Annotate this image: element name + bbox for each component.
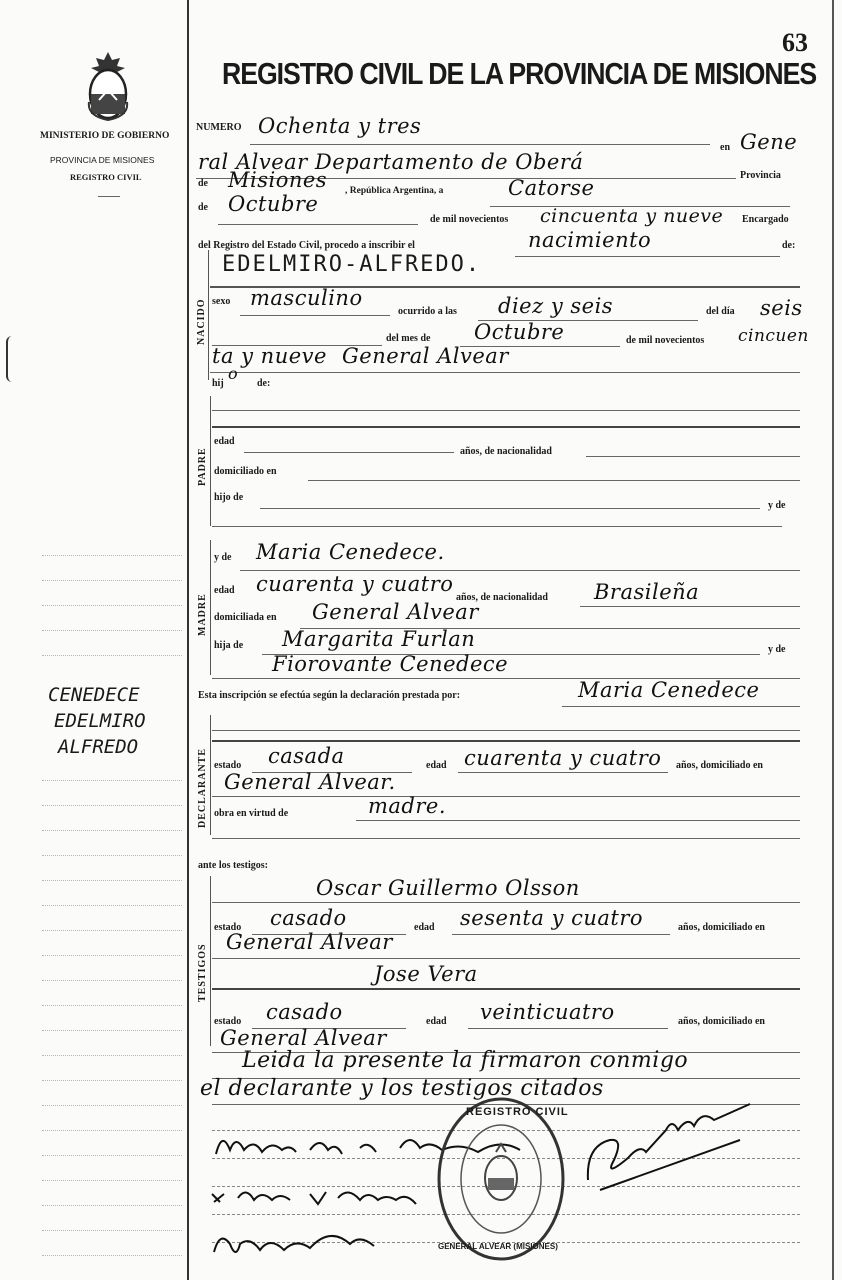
place-part-1: Gene — [740, 130, 798, 154]
label-en: en — [720, 142, 730, 153]
label-domicilio: años, domiciliado en — [676, 760, 763, 771]
office-label: REGISTRO CIVIL — [70, 172, 142, 182]
stamp-text-bottom: GENERAL ALVEAR (MISIONES) — [438, 1242, 558, 1251]
margin-divider — [187, 0, 189, 1280]
mes-value: Octubre — [474, 320, 565, 344]
place-part-2: ral Alvear Departamento de Oberá — [198, 150, 584, 174]
label-de: de — [198, 202, 208, 213]
label-nacionalidad: años, de nacionalidad — [456, 592, 548, 603]
madre-domicilio: General Alvear — [312, 600, 479, 624]
testigo-1-estado: casado — [270, 906, 347, 930]
hora-value: diez y seis — [498, 294, 614, 318]
month-value: Octubre — [228, 192, 319, 216]
ministry-label: MINISTERIO DE GOBIERNO — [40, 131, 170, 141]
province-label: PROVINCIA DE MISIONES — [50, 155, 155, 165]
sexo-value: masculino — [250, 286, 363, 310]
label-numero: NUMERO — [196, 122, 242, 133]
label-domicilio: años, domiciliado en — [678, 1016, 765, 1027]
label-encargado: Encargado — [742, 214, 789, 225]
label-edad: edad — [214, 436, 235, 447]
margin-note-line: CENEDECE — [48, 684, 140, 706]
label-year: de mil novecientos — [430, 214, 509, 225]
testigo-2-name: Jose Vera — [374, 962, 478, 986]
margin-note-line: ALFREDO — [58, 736, 139, 758]
year-value: cincuenta y nueve — [540, 205, 724, 227]
madre-nacionalidad: Brasileña — [594, 580, 700, 604]
label-dia: del día — [706, 306, 735, 317]
label-edad: edad — [414, 922, 435, 933]
section-madre-label: MADRE — [197, 593, 208, 636]
year-value-part-1: cincuen — [738, 326, 809, 346]
closing-line-2: el declarante y los testigos citados — [200, 1076, 604, 1101]
label-ante-testigos: ante los testigos: — [198, 860, 268, 871]
numero-value: Ochenta y tres — [258, 114, 422, 138]
madre-edad: cuarenta y cuatro — [256, 572, 454, 596]
testigo-2-edad: veinticuatro — [480, 1000, 615, 1024]
label-edad: edad — [214, 585, 235, 596]
label-domicilio: domiciliada en — [214, 612, 277, 623]
label-de: de — [198, 178, 208, 189]
label-de: de: — [782, 240, 796, 251]
page-title: REGISTRO CIVIL DE LA PROVINCIA DE MISIONES — [222, 56, 817, 91]
hijo-suffix: o — [228, 364, 239, 383]
section-padre-label: PADRE — [197, 447, 208, 486]
label-sexo: sexo — [212, 296, 231, 307]
label-estado: estado — [214, 1016, 242, 1027]
section-testigos-label: TESTIGOS — [197, 943, 208, 1002]
right-border — [832, 0, 834, 1280]
declarante-edad: cuarenta y cuatro — [464, 746, 662, 770]
day-value: Catorse — [508, 176, 595, 200]
testigo-2-domicilio: General Alvear — [220, 1026, 387, 1050]
page-number: 63 — [782, 28, 808, 57]
testigo-2-estado: casado — [266, 1000, 343, 1024]
declarante-domicilio: General Alvear. — [224, 770, 396, 794]
label-y-de: y de — [214, 552, 232, 563]
label-estado: estado — [214, 760, 242, 771]
label-hijo: hij — [212, 378, 224, 389]
label-y-de: y de — [768, 500, 786, 511]
label-obra: obra en virtud de — [214, 808, 289, 819]
section-nacido-label: NACIDO — [196, 298, 207, 345]
stamp-text-top: REGISTRO CIVIL — [466, 1106, 569, 1118]
label-provincia: Provincia — [740, 170, 781, 181]
label-ocurrido: ocurrido a las — [398, 306, 457, 317]
year-value-part-2: ta y nueve — [212, 344, 327, 368]
declarante-virtud: madre. — [368, 794, 447, 818]
child-name: EDELMIRO-ALFREDO. — [222, 252, 482, 277]
testigo-1-domicilio: General Alvear — [226, 930, 393, 954]
label-estado: estado — [214, 922, 242, 933]
lugar-value: General Alvear — [342, 344, 509, 368]
margin-note-line: EDELMIRO — [54, 710, 146, 732]
margin-bracket — [6, 336, 12, 382]
dia-value: seis — [760, 296, 803, 320]
label-year: de mil novecientos — [626, 335, 705, 346]
testigo-1-edad: sesenta y cuatro — [460, 906, 644, 930]
label-registro: del Registro del Estado Civil, procedo a inscribir el — [198, 240, 415, 251]
label-nacionalidad: años, de nacionalidad — [460, 446, 552, 457]
label-domicilio: domiciliado en — [214, 466, 277, 477]
official-signature-image — [580, 1100, 760, 1200]
label-edad: edad — [426, 760, 447, 771]
label-domicilio: años, domiciliado en — [678, 922, 765, 933]
madre-name: Maria Cenedece. — [256, 540, 445, 564]
margin-note — [46, 682, 146, 760]
closing-line-1: Leida la presente la firmaron conmigo — [242, 1048, 689, 1073]
label-y-de: y de — [768, 644, 786, 655]
label-declaracion: Esta inscripción se efectúa según la declaración prestada por: — [198, 690, 461, 701]
label-hijo-de: hijo de — [214, 492, 244, 503]
declarante-name: Maria Cenedece — [578, 678, 760, 702]
section-declarante-label: DECLARANTE — [197, 747, 208, 828]
province-value: Misiones — [228, 168, 328, 192]
label-republica: , República Argentina, a — [345, 186, 444, 196]
label-de: de: — [257, 378, 271, 389]
madre-madre: Fiorovante Cenedece — [272, 652, 509, 676]
label-edad: edad — [426, 1016, 447, 1027]
official-stamp — [436, 1096, 569, 1262]
testigo-1-name: Oscar Guillermo Olsson — [316, 876, 580, 900]
label-mes: del mes de — [386, 333, 431, 344]
act-value: nacimiento — [528, 228, 652, 252]
madre-padre: Margarita Furlan — [282, 627, 476, 651]
coat-of-arms-icon — [85, 50, 131, 127]
declarante-estado: casada — [268, 744, 345, 768]
label-hija-de: hija de — [214, 640, 244, 651]
